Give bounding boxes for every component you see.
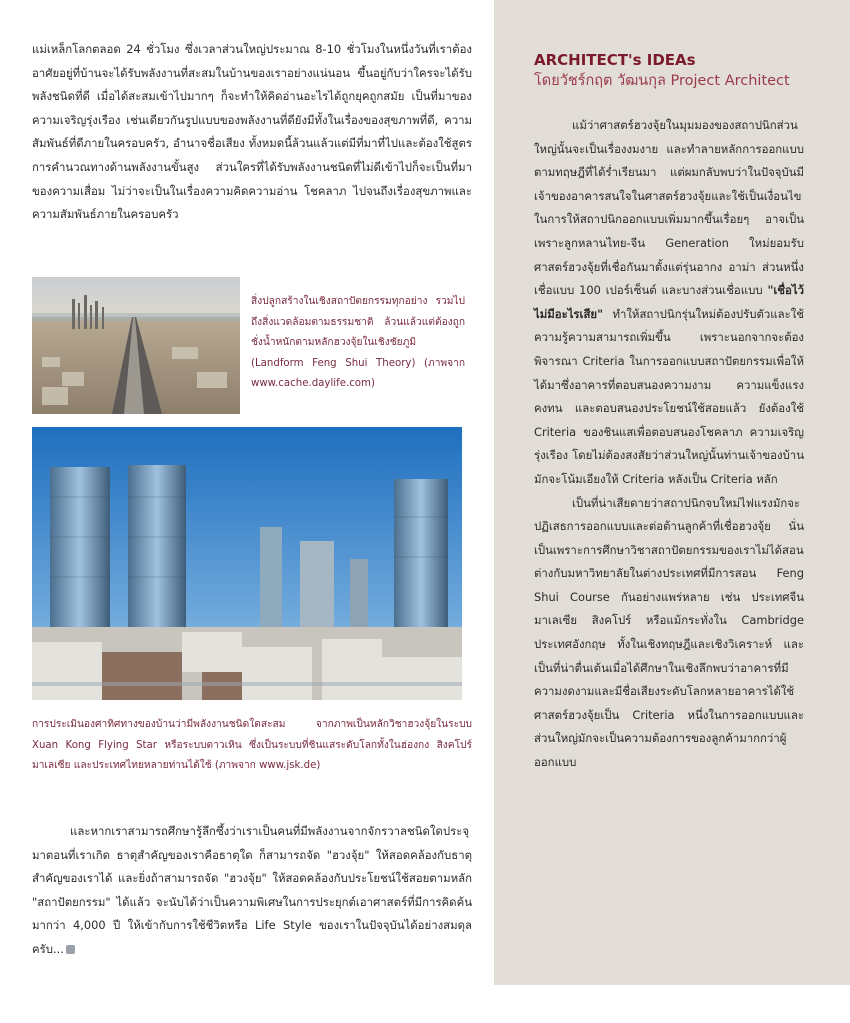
sidebar-paragraph-2: เป็นที่น่าเสียดายว่าสถาปนิกจบใหม่ไฟแรงมักจะปฏิเสธการออกแบบและต่อต้านลูกค้าที่เชื่อฮวงจุ้ย นั่นเป็นเพราะการศึกษาวิชาสถาปัตยกรรมของเราไม่ได้สอน ต่างกับมหาวิทยาลัยในต่างประเทศที่มีการสอน Feng Shui Course กันอย่างแพร่หลาย เช่น ประเทศจีน มาเลเซีย สิงคโปร์ หรือแม้กระทั่งใน Cambridge ประเทศอังกฤษ ทั้งในเชิงทฤษฎีและเชิงวิเคราะห์ และเป็นที่น่าตื่นเต้นเมื่อได้ศึกษาในเชิงลึกพบว่าอาคารที่มีความงดงามและมีชื่อเสียงระดับโลกหลายอาคารได้ใช้ศาสตร์ฮวงจุ้ยเป็น Criteria หนึ่งในการออกแบบและ ส่วนใหญ่มักจะเป็นความต้องการของลูกค้ามากกว่าผู้ออกแบบ [534,495,804,770]
aerial-city-image [32,277,240,414]
sidebar-title: ARCHITECT's IDEAs [534,51,696,69]
photo-caption-2: การประเมินองศาทิศทางของบ้านว่ามีพลังงานชนิดใดสะสม จากภาพเป็นหลักวิชาฮวงจุ้ยในระบบ Xuan Kong Flying Star หรือระบบดาวเหิน ซึ่งเป็นระบบที่ชินแสระดับโลกทั้งในฮ่องกง สิงคโปร์ มาเลเซีย และประเทศไทยหลายท่านได้ใช้ (ภาพจาก www.jsk.de) [32,719,472,772]
body-paragraph-2 [32,820,472,962]
skyline-image [32,427,462,700]
sidebar-paragraph-1-b: ทำให้สถาปนิกรุ่นใหม่ต้องปรับตัวและใช้ความรู้ความสามารถเพิ่มขึ้น เพราะนอกจากจะต้องพิจารณา Criteria ในการออกแบบสถาปัตยกรรมเพื่อให้ได้มาซึ่งอาคารที่ตอบสนองความงาม ความแข็งแรงคงทน และตอบสนองประโยชน์ใช้สอยแล้ว ยังต้องใช้ Criteria ของชินแสเพื่อตอบสนองโชคลาภ ความเจริญรุ่งเรือง โดยไม่ต้องสงสัยว่าส่วนใหญ่นั้นท่านเจ้าของบ้านมักจะโน้มเอียงให้ Criteria หลังเป็น Criteria หลัก [534,306,804,486]
architect-ideas-sidebar [494,0,850,985]
photo-caption-1: สิ่งปลูกสร้างในเชิงสถาปัตยกรรมทุกอย่าง รวมไปถึงสิ่งแวดล้อมตามธรรมชาติ ล้วนแล้วแต่ต้องถูกชั่งน้ำหนักตามหลักฮวงจุ้ยในเชิงชัยภูมิ (Landform Feng Shui Theory) (ภาพจาก www.cache.daylife.com) [251,296,465,390]
sidebar-byline: โดยวัชร์กฤต วัฒนกุล Project Architect [534,73,790,89]
main-column [32,38,472,227]
body-paragraph-1: แม่เหล็กโลกตลอด 24 ชั่วโมง ซึ่งเวลาส่วนใหญ่ประมาณ 8-10 ชั่วโมงในหนึ่งวันที่เราต้องอาศัยอยู่ที่บ้านจะได้รับพลังงานที่สะสมในบ้านของเราอย่างแน่นอน ขึ้นอยู่กับว่าใครจะได้รับพลังชนิดที่ดี เมื่อได้สะสมเข้าไปมากๆ ก็จะทำให้คิดอ่านอะไรได้ถูกยุคถูกสมัย เป็นที่มาของความเจริญรุ่งเรือง เช่นเดียวกันรูปแบบของพลังงานที่ดียังมีทั้งในเรื่องของสุขภาพที่ดี, ความสัมพันธ์ที่ดีภายในครอบครัว, อำนาจชื่อเสียง ทั้งหมดนี้ล้วนแล้วแต่มีที่มาที่ไปและต้องใช้สูตรการคำนวณทางด้านพลังงานขั้นสูง ส่วนใครที่ได้รับพลังงานชนิดที่ไม่ดีเข้าไปก็จะเป็นที่มาของความเสื่อม ไม่ว่าจะเป็นในเรื่องความคิดความอ่าน โชคลาภ ไปจนถึงเรื่องสุขภาพและความสัมพันธ์ภายในครอบครัว [32,42,472,222]
body-paragraph-2-text: และหากเราสามารถศึกษารู้ลึกซึ้งว่าเราเป็นคนที่มีพลังงานจากจักรวาลชนิดใดประจุมาตอนที่เราเกิด ธาตุสำคัญของเราคือธาตุใด ก็สามารถจัด "ฮวงจุ้ย" ให้สอดคล้องกับธาตุสำคัญของเราได้ และยิ่งถ้าสามารถจัด "ฮวงจุ้ย" ให้สอดคล้องกับประโยชน์ใช้สอยตามหลัก "สถาปัตยกรรม" ได้แล้ว จะนับได้ว่าเป็นความพิเศษในการประยุกต์เอาศาสตร์ที่มีการคิดค้นมากว่า 4,000 ปี ให้เข้ากับการใช้ชีวิตหรือ Life Style ของเราในปัจจุบันได้อย่างสมดุลครับ... [32,824,472,956]
sidebar-paragraph-1-a: แม้ว่าศาสตร์ฮวงจุ้ยในมุมมองของสถาปนิกส่วนใหญ่นั้นจะเป็นเรื่องงมงาย และทำลายหลักการออกแบบตามทฤษฎีที่ได้ร่ำเรียนมา แต่ผมกลับพบว่าในปัจจุบันมีเจ้าของอาคารสนใจในศาสตร์ฮวงจุ้ยและใช้เป็นเงื่อนไขในการให้สถาปนิกออกแบบเพิ่มมากขึ้นเรื่อยๆ อาจเป็นเพราะลูกหลานไทย-จีน Generation ใหม่ยอมรับศาสตร์ฮวงจุ้ยที่เชื่อกันมาตั้งแต่รุ่นอากง อาม่า ส่วนหนึ่งเชื่อแบบ 100 เปอร์เซ็นต์ และบางส่วนเชื่อแบบ [534,118,804,298]
sidebar-content [534,50,804,775]
end-mark-icon [66,945,75,954]
aerial-city-photo [32,277,240,414]
sidebar-paragraph-1 [534,114,804,492]
skyline-photo [32,427,462,700]
sidebar-quote: "เชื่อไว้ไม่มีอะไรเสีย" [534,283,804,321]
lower-text-block [32,820,472,962]
